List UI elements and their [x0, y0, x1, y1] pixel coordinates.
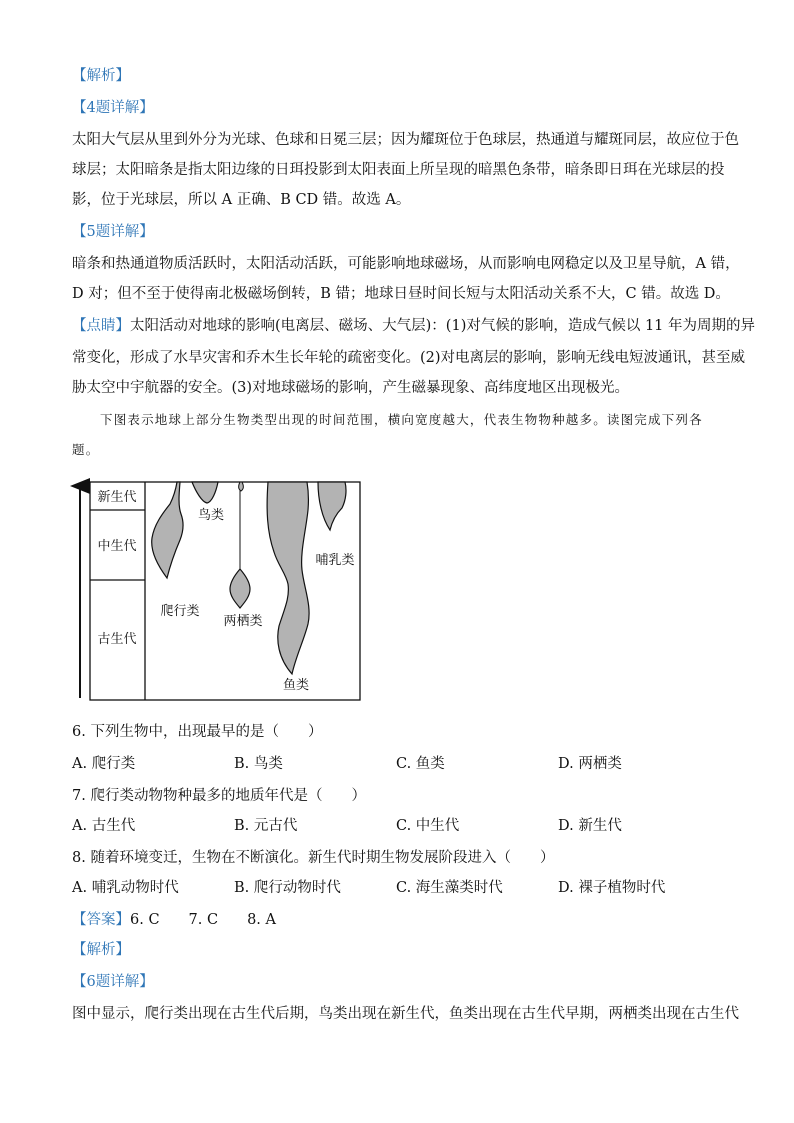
fish-shape [267, 482, 309, 674]
note-line-2: 常变化，形成了水旱灾害和乔木生长年轮的疏密变化。(2)对电离层的影响，影响无线电短波通讯，甚至威 [72, 350, 746, 366]
q8-option-d[interactable]: D. 裸子植物时代 [558, 880, 666, 896]
q6-option-a[interactable]: A. 爬行类 [72, 756, 136, 772]
answer-text: 6. C 7. C 8. A [130, 912, 276, 928]
label-reptiles: 爬行类 [160, 604, 200, 619]
answer-line [72, 910, 276, 930]
q7-stem: 7. 爬行类动物物种最多的地质年代是（ ） [72, 788, 366, 804]
q6-detail-tag: 【6题详解】 [72, 974, 154, 990]
q7-option-b[interactable]: B. 元古代 [234, 818, 298, 834]
q5-line-1: 暗条和热通道物质活跃时，太阳活动活跃，可能影响地球磁场，从而影响电网稳定以及卫星导航，A 错， [72, 256, 740, 272]
note-paragraph-1 [72, 316, 755, 336]
q4-line-3: 影，位于光球层，所以 A 正确、B CD 错。故选 A。 [72, 192, 411, 208]
note-tag: 【点睛】 [72, 318, 130, 334]
q7-option-a[interactable]: A. 古生代 [72, 818, 136, 834]
analysis-tag-1: 【解析】 [72, 68, 130, 84]
q7-option-c[interactable]: C. 中生代 [396, 818, 460, 834]
analysis-tag-2: 【解析】 [72, 942, 130, 958]
q5-detail-tag: 【5题详解】 [72, 224, 154, 240]
q4-detail-tag: 【4题详解】 [72, 100, 154, 116]
q6-stem: 6. 下列生物中，出现最早的是（ ） [72, 724, 323, 740]
q8-option-b[interactable]: B. 爬行动物时代 [234, 880, 341, 896]
answer-tag: 【答案】 [72, 912, 130, 928]
note-line-3: 胁太空中宇航器的安全。(3)对地球磁场的影响，产生磁暴现象、高纬度地区出现极光。 [72, 380, 630, 396]
era-mesozoic: 中生代 [97, 539, 137, 554]
q8-option-a[interactable]: A. 哺乳动物时代 [72, 880, 179, 896]
birds-shape [192, 482, 218, 503]
figure-frame [90, 482, 360, 700]
era-paleozoic: 古生代 [97, 632, 137, 647]
label-mammals: 哺乳类 [315, 553, 355, 568]
reptiles-shape [152, 482, 183, 578]
amphibians-shape [230, 569, 250, 608]
q6-option-d[interactable]: D. 两栖类 [558, 756, 622, 772]
q4-line-2: 球层；太阳暗条是指太阳边缘的日珥投影到太阳表面上所呈现的暗黑色条带，暗条即日珥在光球层的投 [72, 162, 725, 178]
q8-stem: 8. 随着环境变迁，生物在不断演化。新生代时期生物发展阶段进入（ ） [72, 850, 555, 866]
q6-analysis-line: 图中显示，爬行类出现在古生代后期，鸟类出现在新生代，鱼类出现在古生代早期，两栖类出现在古生代 [72, 1006, 739, 1022]
amphibians-top [239, 482, 244, 491]
label-amphibians: 两栖类 [223, 614, 263, 629]
mammals-shape [318, 482, 346, 530]
q7-option-d[interactable]: D. 新生代 [558, 818, 622, 834]
era-cenozoic: 新生代 [97, 490, 137, 505]
q6-option-c[interactable]: C. 鱼类 [396, 756, 445, 772]
note-line-1: 太阳活动对地球的影响(电离层、磁场、大气层)：(1)对气候的影响，造成气候以 11 年为周期的异 [130, 318, 756, 334]
intro-line-1: 下图表示地球上部分生物类型出现的时间范围，横向宽度越大，代表生物物种越多。读图完成下列各 [100, 412, 703, 427]
q5-line-2: D 对；但不至于使得南北极磁场倒转，B 错；地球日昼时间长短与太阳活动关系不大，C 错。故选 D。 [72, 286, 730, 302]
q6-option-b[interactable]: B. 鸟类 [234, 756, 283, 772]
evolution-figure [66, 470, 366, 710]
label-birds: 鸟类 [197, 508, 225, 523]
q4-line-1: 太阳大气层从里到外分为光球、色球和日冕三层；因为耀斑位于色球层，热通道与耀斑同层，故应位于色 [72, 132, 739, 148]
intro-line-2: 题。 [72, 442, 100, 457]
label-fish: 鱼类 [282, 678, 310, 693]
q8-option-c[interactable]: C. 海生藻类时代 [396, 880, 503, 896]
